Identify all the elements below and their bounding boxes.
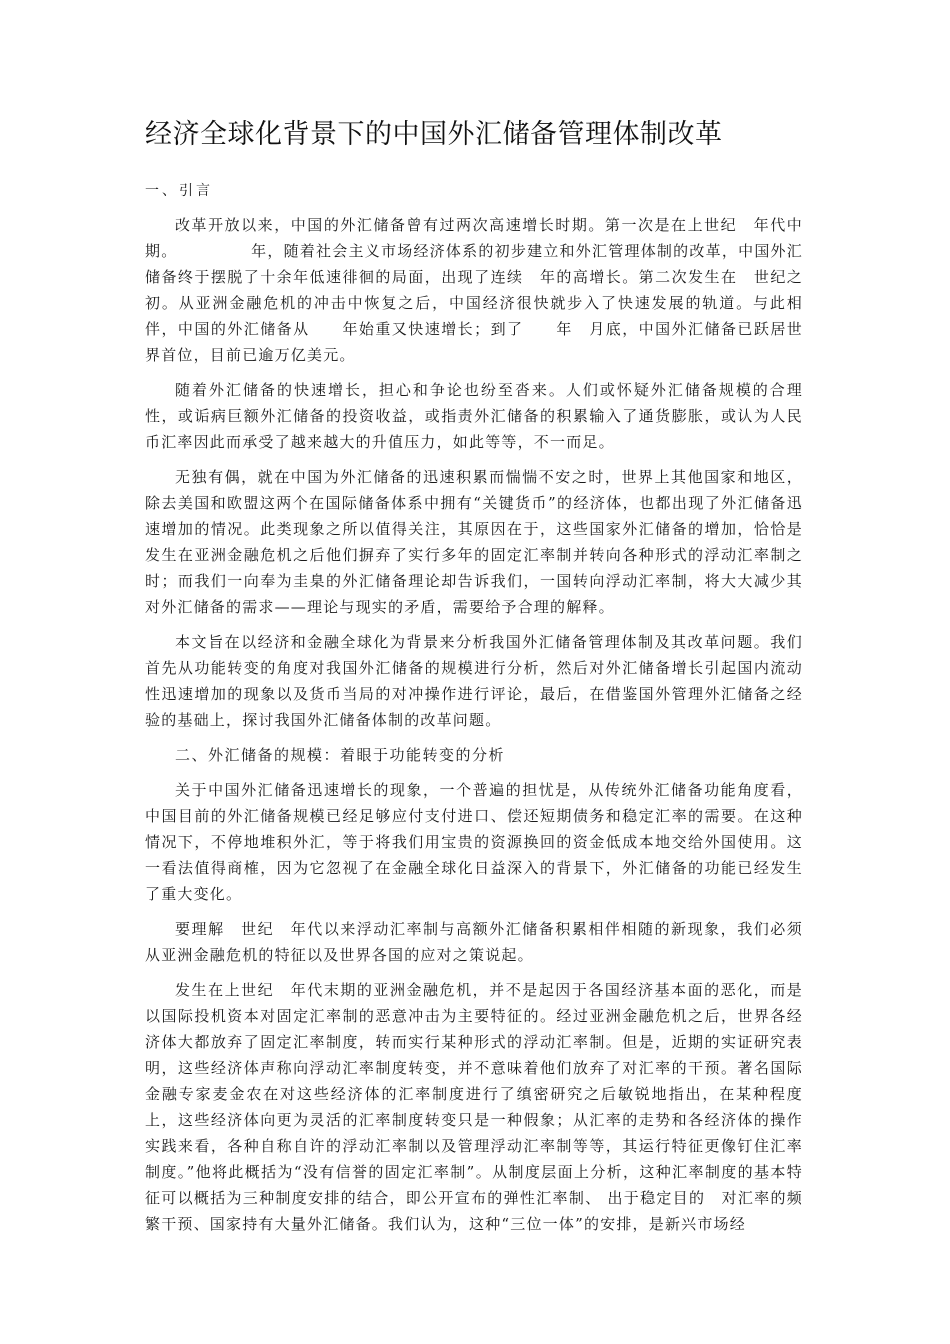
paragraph: 随着外汇储备的快速增长，担心和争论也纷至沓来。人们或怀疑外汇储备规模的合理性，或诟病巨额外汇储备的投资收益，或指责外汇储备的积累输入了通货膨胀，或认为人民币汇率因此而承受了越来越大的升值压力，如此等等，不一而足。 [145,381,803,451]
section-heading-intro: 一、引言 [145,183,213,199]
paragraph: 关于中国外汇储备迅速增长的现象，一个普遍的担忧是，从传统外汇储备功能角度看，中国目前的外汇储备规模已经足够应付支付进口、偿还短期债务和稳定汇率的需要。在这种情况下，不停地堆积外汇，等于将我们用宝贵的资源换回的资金低成本地交给外国使用。这一看法值得商榷，因为它忽视了在金融全球化日益深入的背景下，外汇储备的功能已经发生了重大变化。 [145,781,803,903]
paragraph: 发生在上世纪 年代末期的亚洲金融危机，并不是起因于各国经济基本面的恶化，而是以国际投机资本对固定汇率制的恶意冲击为主要特征的。经过亚洲金融危机之后，世界各经济体大都放弃了固定汇率制度，转而实行某种形式的浮动汇率制。但是，近期的实证研究表明，这些经济体声称向浮动汇率制度转变，并不意味着他们放弃了对汇率的干预。著名国际金融专家麦金农在对这些经济体的汇率制度进行了缜密研究之后敏锐地指出，在某种程度上，这些经济体向更为灵活的汇率制度转变只是一种假象；从汇率的走势和各经济体的操作实践来看，各种自称自许的浮动汇率制以及管理浮动汇率制等等，其运行特征更像钉住汇率制度。”他将此概括为“没有信誉的固定汇率制”。从制度层面上分析，这种汇率制度的基本特征可以概括为三种制度安排的结合，即公开宣布的弹性汇率制、 出于稳定目的 对汇率的频繁干预、国家持有大量外汇储备。我们认为，这种“三位一体”的安排，是新兴市场经 [145,981,803,1233]
document-title: 经济全球化背景下的中国外汇储备管理体制改革 [145,119,723,150]
paragraph: 无独有偶，就在中国为外汇储备的迅速积累而惴惴不安之时，世界上其他国家和地区，除去美国和欧盟这两个在国际储备体系中拥有“关键货币”的经济体，也都出现了外汇储备迅速增加的情况。此类现象之所以值得关注，其原因在于，这些国家外汇储备的增加，恰恰是发生在亚洲金融危机之后他们摒弃了实行多年的固定汇率制并转向各种形式的浮动汇率制之时；而我们一向奉为圭臬的外汇储备理论却告诉我们，一国转向浮动汇率制，将大大减少其对外汇储备的需求——理论与现实的矛盾，需要给予合理的解释。 [145,468,803,616]
paragraph: 本文旨在以经济和金融全球化为背景来分析我国外汇储备管理体制及其改革问题。我们首先从功能转变的角度对我国外汇储备的规模进行分析，然后对外汇储备增长引起国内流动性迅速增加的现象以及货币当局的对冲操作进行评论，最后，在借鉴国外管理外汇储备之经验的基础上，探讨我国外汇储备体制的改革问题。 [145,633,803,729]
document-body [145,178,803,1246]
paragraph: 要理解 世纪 年代以来浮动汇率制与高额外汇储备积累相伴相随的新现象，我们必须从亚洲金融危机的特征以及世界各国的应对之策说起。 [145,920,803,964]
paragraph: 改革开放以来，中国的外汇储备曾有过两次高速增长时期。第一次是在上世纪 年代中期。 年，随着社会主义市场经济体系的初步建立和外汇管理体制的改革，中国外汇储备终于摆脱了十余年低速徘徊的局面，出现了连续 年的高增长。第二次发生在 世纪之初。从亚洲金融危机的冲击中恢复之后，中国经济很快就步入了快速发展的轨道。与此相伴，中国的外汇储备从 年始重又快速增长；到了 年 月底，中国外汇储备已跃居世界首位，目前已逾万亿美元。 [145,216,803,364]
section-heading-2: 二、外汇储备的规模：着眼于功能转变的分析 [175,746,506,764]
